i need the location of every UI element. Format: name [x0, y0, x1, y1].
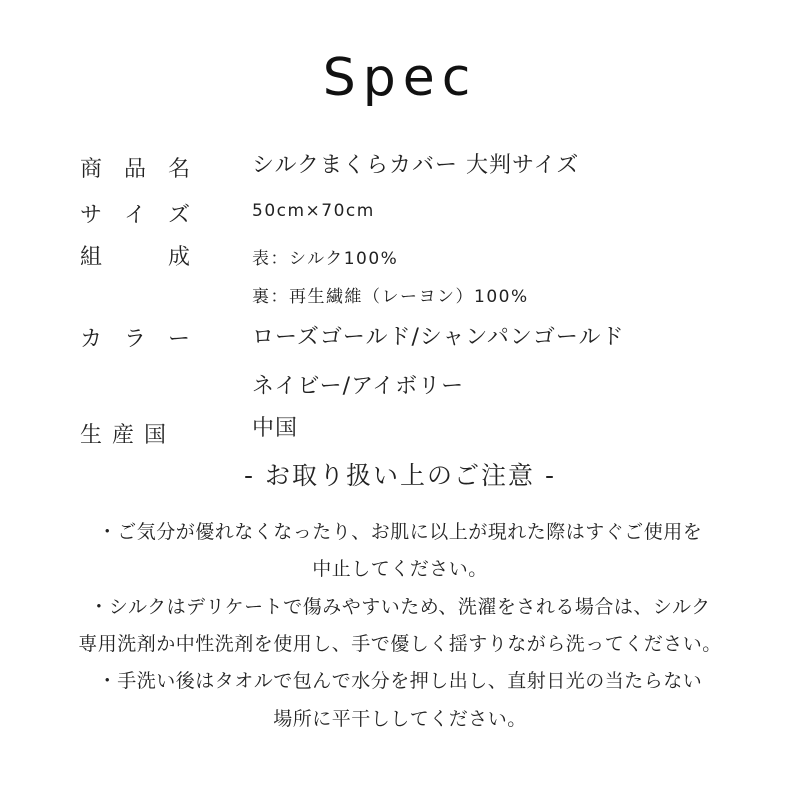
care-note-line: 場所に平干ししてください。	[273, 708, 527, 730]
label-char: ラ	[123, 327, 146, 352]
label-char: イ	[123, 203, 146, 228]
care-note-line: ・ご気分が優れなくなったり、お肌に以上が現れた際はすぐご使用を	[97, 521, 703, 543]
label-char: カ	[80, 327, 103, 352]
label-char: ー	[167, 327, 190, 352]
care-note-line: 中止してください。	[312, 558, 488, 580]
label-char: 生	[80, 423, 103, 448]
label-char: 成	[167, 245, 190, 270]
size-label	[80, 198, 190, 229]
label-char: ズ	[167, 203, 190, 228]
composition-value-line1: 表：シルク100%	[252, 249, 399, 269]
care-note-line: ・シルクはデリケートで傷みやすいため、洗濯をされる場合は、シルク	[89, 596, 711, 618]
label-char: 組	[80, 245, 103, 270]
label-char: 品	[123, 157, 146, 182]
color-label	[80, 322, 190, 353]
spec-title: Spec	[322, 48, 478, 108]
composition-value-line2: 裏：再生繊維（レーヨン）100%	[252, 287, 529, 307]
label-char: サ	[80, 203, 103, 228]
label-char: 国	[143, 423, 166, 448]
color-value-line2: ネイビー/アイボリー	[252, 374, 465, 399]
label-char: 名	[167, 157, 190, 182]
product-name-label	[80, 152, 190, 183]
color-value-line1: ローズゴールド/シャンパンゴールド	[252, 325, 625, 350]
product-name-value: シルクまくらカバー 大判サイズ	[252, 153, 580, 178]
care-note-line: 専用洗剤か中性洗剤を使用し、手で優しく揺すりながら洗ってください。	[78, 633, 722, 655]
label-char: 産	[111, 423, 134, 448]
composition-label	[80, 240, 190, 271]
label-char: 商	[80, 157, 103, 182]
origin-label	[80, 418, 166, 449]
care-note-line: ・手洗い後はタオルで包んで水分を押し出し、直射日光の当たらない	[97, 670, 703, 692]
size-value: 50cm×70cm	[252, 201, 375, 221]
care-notes-heading: - お取り扱い上のご注意 -	[244, 461, 556, 490]
origin-value: 中国	[252, 416, 299, 441]
